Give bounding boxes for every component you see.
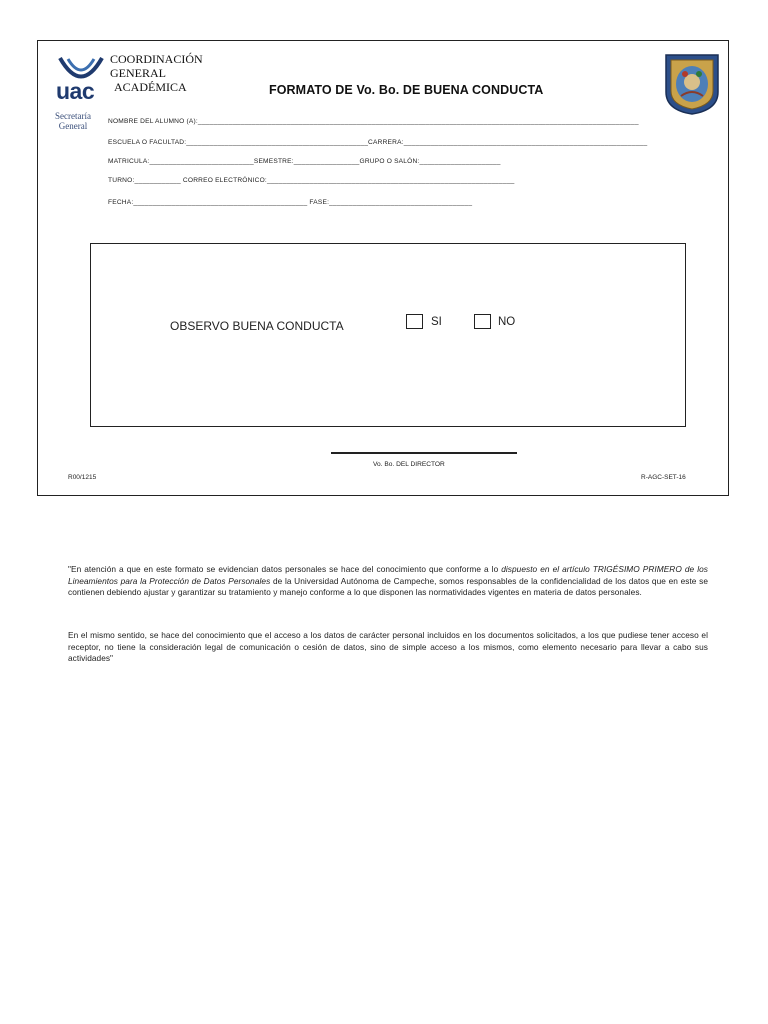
logo-subtitle-line2: General xyxy=(58,121,88,131)
coord-line2: GENERAL xyxy=(110,66,166,80)
coord-line1: COORDINACIÓN xyxy=(110,52,203,66)
field-date-phase[interactable]: FECHA:_____________________________________________ FASE:_____________________________________ xyxy=(108,199,473,206)
university-seal-icon xyxy=(663,52,721,116)
notice-p1-italic: dispuesto en el artículo TRIGÉSIMO PRIMERO de los Lineamientos para la Protección de Datos Personales xyxy=(68,564,708,586)
signature-line xyxy=(331,452,517,454)
checkbox-si[interactable] xyxy=(406,314,423,329)
logo-subtitle xyxy=(53,111,93,131)
document-code-left: R00/1215 xyxy=(68,474,97,481)
observation-label: OBSERVO BUENA CONDUCTA xyxy=(170,319,344,333)
coordination-heading xyxy=(110,52,203,94)
document-code-right: R-AGC-SET-16 xyxy=(641,474,686,481)
field-shift-email[interactable]: TURNO:____________ CORREO ELECTRÓNICO:________________________________________________________________ xyxy=(108,177,515,184)
coord-line3: ACADÉMICA xyxy=(114,80,187,94)
checkbox-si-label: SI xyxy=(431,316,442,328)
field-school-career[interactable]: ESCUELA O FACULTAD:_______________________________________________CARRERA:_______________________________________________________________ xyxy=(108,139,648,146)
signature-label: Vo. Bo. DEL DIRECTOR xyxy=(373,461,445,468)
checkbox-no[interactable] xyxy=(474,314,491,329)
logo-subtitle-line1: Secretaría xyxy=(55,111,91,121)
privacy-notice-paragraph1 xyxy=(68,564,708,599)
field-matricula-semester-group[interactable]: MATRICULA:___________________________SEMESTRE:_________________GRUPO O SALÓN:_____________________ xyxy=(108,158,501,165)
logo-wordmark: uac xyxy=(56,78,95,104)
field-student-name[interactable]: NOMBRE DEL ALUMNO (A):__________________________________________________________________________________________________________________ xyxy=(108,118,639,125)
observation-box xyxy=(90,243,686,427)
form-title: FORMATO DE Vo. Bo. DE BUENA CONDUCTA xyxy=(269,83,544,97)
checkbox-no-label: NO xyxy=(498,316,516,328)
notice-p1-end: de la Universidad Autónoma de Campeche, somos responsables de la confidencialidad de los datos que en este se contienen debiendo ajustar y garantizar su tratamiento y manejo conforme a lo que disponen las normatividades vigentes en materia de datos personales. xyxy=(68,575,708,598)
privacy-notice-paragraph2: En el mismo sentido, se hace del conocimiento que el acceso a los datos de carácter personal incluidos en los documentos solicitados, a los que pudiese tener acceso el receptor, no tiene la consideración legal de comunicación o cesión de datos, sino de simple acceso a los mismos, como elemento necesario para llevar a cabo sus actividades" xyxy=(68,630,708,664)
notice-p1-start: "En atención a que en este formato se evidencian datos personales se hace del conocimiento que conforme a lo xyxy=(68,564,502,574)
